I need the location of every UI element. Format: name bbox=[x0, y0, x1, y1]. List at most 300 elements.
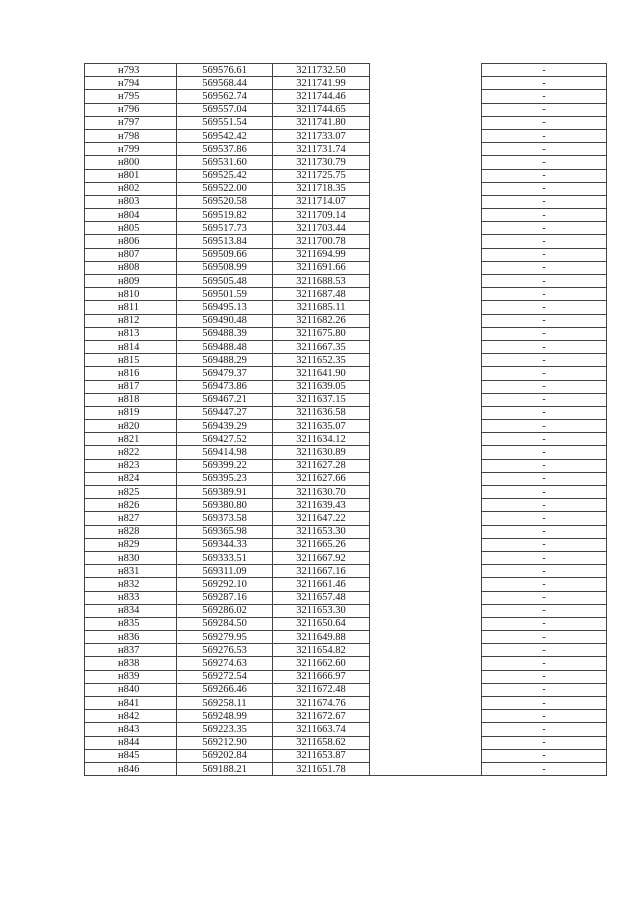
y-coordinate-cell: 3211653.30 bbox=[273, 604, 370, 617]
right-border-cell bbox=[607, 64, 608, 77]
point-id-cell: н829 bbox=[85, 538, 177, 551]
note-cell: - bbox=[482, 551, 607, 564]
point-id-cell: н840 bbox=[85, 683, 177, 696]
table-row bbox=[85, 222, 608, 235]
x-coordinate-cell: 569292.10 bbox=[177, 578, 273, 591]
empty-cell bbox=[370, 446, 482, 459]
y-coordinate-cell: 3211654.82 bbox=[273, 644, 370, 657]
note-cell: - bbox=[482, 169, 607, 182]
y-coordinate-cell: 3211714.07 bbox=[273, 195, 370, 208]
empty-cell bbox=[370, 354, 482, 367]
y-coordinate-cell: 3211636.58 bbox=[273, 406, 370, 419]
right-border-cell bbox=[607, 459, 608, 472]
x-coordinate-cell: 569508.99 bbox=[177, 261, 273, 274]
empty-cell bbox=[370, 195, 482, 208]
table-row bbox=[85, 393, 608, 406]
right-border-cell bbox=[607, 222, 608, 235]
y-coordinate-cell: 3211653.87 bbox=[273, 749, 370, 762]
y-coordinate-cell: 3211741.99 bbox=[273, 77, 370, 90]
point-id-cell: н842 bbox=[85, 710, 177, 723]
note-cell: - bbox=[482, 182, 607, 195]
x-coordinate-cell: 569266.46 bbox=[177, 683, 273, 696]
table-row bbox=[85, 182, 608, 195]
point-id-cell: н822 bbox=[85, 446, 177, 459]
empty-cell bbox=[370, 275, 482, 288]
note-cell: - bbox=[482, 762, 607, 775]
y-coordinate-cell: 3211703.44 bbox=[273, 222, 370, 235]
point-id-cell: н837 bbox=[85, 644, 177, 657]
y-coordinate-cell: 3211694.99 bbox=[273, 248, 370, 261]
coordinates-table bbox=[84, 63, 607, 776]
right-border-cell bbox=[607, 129, 608, 142]
right-border-cell bbox=[607, 578, 608, 591]
right-border-cell bbox=[607, 406, 608, 419]
x-coordinate-cell: 569525.42 bbox=[177, 169, 273, 182]
right-border-cell bbox=[607, 472, 608, 485]
right-border-cell bbox=[607, 314, 608, 327]
empty-cell bbox=[370, 169, 482, 182]
point-id-cell: н794 bbox=[85, 77, 177, 90]
empty-cell bbox=[370, 420, 482, 433]
table-row bbox=[85, 710, 608, 723]
empty-cell bbox=[370, 406, 482, 419]
y-coordinate-cell: 3211744.46 bbox=[273, 90, 370, 103]
empty-cell bbox=[370, 631, 482, 644]
y-coordinate-cell: 3211641.90 bbox=[273, 367, 370, 380]
point-id-cell: н816 bbox=[85, 367, 177, 380]
right-border-cell bbox=[607, 565, 608, 578]
table-row bbox=[85, 261, 608, 274]
x-coordinate-cell: 569284.50 bbox=[177, 617, 273, 630]
right-border-cell bbox=[607, 116, 608, 129]
empty-cell bbox=[370, 762, 482, 775]
empty-cell bbox=[370, 486, 482, 499]
point-id-cell: н801 bbox=[85, 169, 177, 182]
point-id-cell: н813 bbox=[85, 327, 177, 340]
empty-cell bbox=[370, 591, 482, 604]
note-cell: - bbox=[482, 565, 607, 578]
right-border-cell bbox=[607, 354, 608, 367]
x-coordinate-cell: 569557.04 bbox=[177, 103, 273, 116]
point-id-cell: н823 bbox=[85, 459, 177, 472]
empty-cell bbox=[370, 314, 482, 327]
table-row bbox=[85, 327, 608, 340]
right-border-cell bbox=[607, 604, 608, 617]
empty-cell bbox=[370, 459, 482, 472]
right-border-cell bbox=[607, 275, 608, 288]
empty-cell bbox=[370, 64, 482, 77]
table-row bbox=[85, 512, 608, 525]
empty-cell bbox=[370, 261, 482, 274]
note-cell: - bbox=[482, 538, 607, 551]
x-coordinate-cell: 569380.80 bbox=[177, 499, 273, 512]
right-border-cell bbox=[607, 433, 608, 446]
right-border-cell bbox=[607, 512, 608, 525]
right-border-cell bbox=[607, 591, 608, 604]
y-coordinate-cell: 3211639.05 bbox=[273, 380, 370, 393]
note-cell: - bbox=[482, 367, 607, 380]
right-border-cell bbox=[607, 90, 608, 103]
y-coordinate-cell: 3211630.70 bbox=[273, 486, 370, 499]
y-coordinate-cell: 3211647.22 bbox=[273, 512, 370, 525]
table-row bbox=[85, 472, 608, 485]
right-border-cell bbox=[607, 749, 608, 762]
y-coordinate-cell: 3211627.28 bbox=[273, 459, 370, 472]
table-row bbox=[85, 116, 608, 129]
right-border-cell bbox=[607, 169, 608, 182]
empty-cell bbox=[370, 143, 482, 156]
right-border-cell bbox=[607, 393, 608, 406]
point-id-cell: н800 bbox=[85, 156, 177, 169]
right-border-cell bbox=[607, 301, 608, 314]
right-border-cell bbox=[607, 367, 608, 380]
right-border-cell bbox=[607, 143, 608, 156]
empty-cell bbox=[370, 565, 482, 578]
x-coordinate-cell: 569488.29 bbox=[177, 354, 273, 367]
y-coordinate-cell: 3211661.46 bbox=[273, 578, 370, 591]
x-coordinate-cell: 569517.73 bbox=[177, 222, 273, 235]
note-cell: - bbox=[482, 420, 607, 433]
point-id-cell: н841 bbox=[85, 697, 177, 710]
point-id-cell: н825 bbox=[85, 486, 177, 499]
empty-cell bbox=[370, 222, 482, 235]
right-border-cell bbox=[607, 697, 608, 710]
point-id-cell: н824 bbox=[85, 472, 177, 485]
note-cell: - bbox=[482, 380, 607, 393]
empty-cell bbox=[370, 736, 482, 749]
empty-cell bbox=[370, 380, 482, 393]
table-row bbox=[85, 525, 608, 538]
x-coordinate-cell: 569276.53 bbox=[177, 644, 273, 657]
table-row bbox=[85, 248, 608, 261]
point-id-cell: н843 bbox=[85, 723, 177, 736]
y-coordinate-cell: 3211718.35 bbox=[273, 182, 370, 195]
x-coordinate-cell: 569568.44 bbox=[177, 77, 273, 90]
y-coordinate-cell: 3211634.12 bbox=[273, 433, 370, 446]
table-row bbox=[85, 631, 608, 644]
table-row bbox=[85, 446, 608, 459]
y-coordinate-cell: 3211725.75 bbox=[273, 169, 370, 182]
x-coordinate-cell: 569414.98 bbox=[177, 446, 273, 459]
note-cell: - bbox=[482, 77, 607, 90]
x-coordinate-cell: 569439.29 bbox=[177, 420, 273, 433]
right-border-cell bbox=[607, 499, 608, 512]
y-coordinate-cell: 3211663.74 bbox=[273, 723, 370, 736]
table-row bbox=[85, 64, 608, 77]
x-coordinate-cell: 569287.16 bbox=[177, 591, 273, 604]
x-coordinate-cell: 569212.90 bbox=[177, 736, 273, 749]
note-cell: - bbox=[482, 459, 607, 472]
right-border-cell bbox=[607, 340, 608, 353]
point-id-cell: н805 bbox=[85, 222, 177, 235]
empty-cell bbox=[370, 697, 482, 710]
y-coordinate-cell: 3211639.43 bbox=[273, 499, 370, 512]
table-row bbox=[85, 617, 608, 630]
empty-cell bbox=[370, 525, 482, 538]
empty-cell bbox=[370, 723, 482, 736]
right-border-cell bbox=[607, 235, 608, 248]
x-coordinate-cell: 569344.33 bbox=[177, 538, 273, 551]
note-cell: - bbox=[482, 670, 607, 683]
y-coordinate-cell: 3211650.64 bbox=[273, 617, 370, 630]
point-id-cell: н834 bbox=[85, 604, 177, 617]
right-border-cell bbox=[607, 525, 608, 538]
note-cell: - bbox=[482, 314, 607, 327]
note-cell: - bbox=[482, 591, 607, 604]
note-cell: - bbox=[482, 301, 607, 314]
y-coordinate-cell: 3211730.79 bbox=[273, 156, 370, 169]
empty-cell bbox=[370, 209, 482, 222]
x-coordinate-cell: 569311.09 bbox=[177, 565, 273, 578]
x-coordinate-cell: 569488.39 bbox=[177, 327, 273, 340]
right-border-cell bbox=[607, 538, 608, 551]
note-cell: - bbox=[482, 340, 607, 353]
y-coordinate-cell: 3211667.16 bbox=[273, 565, 370, 578]
point-id-cell: н799 bbox=[85, 143, 177, 156]
table-row bbox=[85, 736, 608, 749]
x-coordinate-cell: 569522.00 bbox=[177, 182, 273, 195]
empty-cell bbox=[370, 749, 482, 762]
note-cell: - bbox=[482, 736, 607, 749]
table-body bbox=[85, 64, 608, 776]
empty-cell bbox=[370, 90, 482, 103]
note-cell: - bbox=[482, 90, 607, 103]
x-coordinate-cell: 569248.99 bbox=[177, 710, 273, 723]
y-coordinate-cell: 3211658.62 bbox=[273, 736, 370, 749]
empty-cell bbox=[370, 340, 482, 353]
y-coordinate-cell: 3211667.35 bbox=[273, 340, 370, 353]
note-cell: - bbox=[482, 195, 607, 208]
table-row bbox=[85, 169, 608, 182]
x-coordinate-cell: 569501.59 bbox=[177, 288, 273, 301]
empty-cell bbox=[370, 235, 482, 248]
table-row bbox=[85, 143, 608, 156]
right-border-cell bbox=[607, 446, 608, 459]
y-coordinate-cell: 3211700.78 bbox=[273, 235, 370, 248]
point-id-cell: н806 bbox=[85, 235, 177, 248]
right-border-cell bbox=[607, 156, 608, 169]
table-row bbox=[85, 340, 608, 353]
point-id-cell: н818 bbox=[85, 393, 177, 406]
empty-cell bbox=[370, 670, 482, 683]
point-id-cell: н797 bbox=[85, 116, 177, 129]
empty-cell bbox=[370, 77, 482, 90]
table-row bbox=[85, 433, 608, 446]
point-id-cell: н826 bbox=[85, 499, 177, 512]
point-id-cell: н831 bbox=[85, 565, 177, 578]
y-coordinate-cell: 3211688.53 bbox=[273, 275, 370, 288]
y-coordinate-cell: 3211667.92 bbox=[273, 551, 370, 564]
table-row bbox=[85, 314, 608, 327]
point-id-cell: н810 bbox=[85, 288, 177, 301]
right-border-cell bbox=[607, 77, 608, 90]
empty-cell bbox=[370, 116, 482, 129]
x-coordinate-cell: 569223.35 bbox=[177, 723, 273, 736]
y-coordinate-cell: 3211731.74 bbox=[273, 143, 370, 156]
table-row bbox=[85, 367, 608, 380]
note-cell: - bbox=[482, 103, 607, 116]
x-coordinate-cell: 569286.02 bbox=[177, 604, 273, 617]
note-cell: - bbox=[482, 657, 607, 670]
empty-cell bbox=[370, 710, 482, 723]
x-coordinate-cell: 569531.60 bbox=[177, 156, 273, 169]
y-coordinate-cell: 3211691.66 bbox=[273, 261, 370, 274]
y-coordinate-cell: 3211744.65 bbox=[273, 103, 370, 116]
x-coordinate-cell: 569467.21 bbox=[177, 393, 273, 406]
empty-cell bbox=[370, 683, 482, 696]
note-cell: - bbox=[482, 697, 607, 710]
point-id-cell: н804 bbox=[85, 209, 177, 222]
point-id-cell: н819 bbox=[85, 406, 177, 419]
note-cell: - bbox=[482, 617, 607, 630]
point-id-cell: н798 bbox=[85, 129, 177, 142]
right-border-cell bbox=[607, 617, 608, 630]
point-id-cell: н830 bbox=[85, 551, 177, 564]
right-border-cell bbox=[607, 209, 608, 222]
point-id-cell: н839 bbox=[85, 670, 177, 683]
right-border-cell bbox=[607, 683, 608, 696]
empty-cell bbox=[370, 103, 482, 116]
x-coordinate-cell: 569542.42 bbox=[177, 129, 273, 142]
note-cell: - bbox=[482, 64, 607, 77]
table-row bbox=[85, 499, 608, 512]
y-coordinate-cell: 3211672.67 bbox=[273, 710, 370, 723]
note-cell: - bbox=[482, 235, 607, 248]
table-row bbox=[85, 301, 608, 314]
note-cell: - bbox=[482, 578, 607, 591]
note-cell: - bbox=[482, 631, 607, 644]
table-row bbox=[85, 275, 608, 288]
x-coordinate-cell: 569490.48 bbox=[177, 314, 273, 327]
right-border-cell bbox=[607, 723, 608, 736]
empty-cell bbox=[370, 604, 482, 617]
note-cell: - bbox=[482, 288, 607, 301]
right-border-cell bbox=[607, 551, 608, 564]
y-coordinate-cell: 3211665.26 bbox=[273, 538, 370, 551]
note-cell: - bbox=[482, 275, 607, 288]
note-cell: - bbox=[482, 525, 607, 538]
right-border-cell bbox=[607, 248, 608, 261]
note-cell: - bbox=[482, 261, 607, 274]
y-coordinate-cell: 3211685.11 bbox=[273, 301, 370, 314]
table-row bbox=[85, 644, 608, 657]
point-id-cell: н803 bbox=[85, 195, 177, 208]
note-cell: - bbox=[482, 749, 607, 762]
y-coordinate-cell: 3211649.88 bbox=[273, 631, 370, 644]
empty-cell bbox=[370, 433, 482, 446]
point-id-cell: н815 bbox=[85, 354, 177, 367]
y-coordinate-cell: 3211741.80 bbox=[273, 116, 370, 129]
y-coordinate-cell: 3211657.48 bbox=[273, 591, 370, 604]
empty-cell bbox=[370, 248, 482, 261]
point-id-cell: н845 bbox=[85, 749, 177, 762]
note-cell: - bbox=[482, 512, 607, 525]
table-row bbox=[85, 288, 608, 301]
table-row bbox=[85, 209, 608, 222]
right-border-cell bbox=[607, 182, 608, 195]
note-cell: - bbox=[482, 248, 607, 261]
empty-cell bbox=[370, 156, 482, 169]
empty-cell bbox=[370, 367, 482, 380]
point-id-cell: н817 bbox=[85, 380, 177, 393]
empty-cell bbox=[370, 512, 482, 525]
point-id-cell: н812 bbox=[85, 314, 177, 327]
right-border-cell bbox=[607, 288, 608, 301]
empty-cell bbox=[370, 288, 482, 301]
table-row bbox=[85, 380, 608, 393]
empty-cell bbox=[370, 301, 482, 314]
y-coordinate-cell: 3211733.07 bbox=[273, 129, 370, 142]
x-coordinate-cell: 569279.95 bbox=[177, 631, 273, 644]
table-row bbox=[85, 459, 608, 472]
y-coordinate-cell: 3211675.80 bbox=[273, 327, 370, 340]
point-id-cell: н836 bbox=[85, 631, 177, 644]
x-coordinate-cell: 569274.63 bbox=[177, 657, 273, 670]
note-cell: - bbox=[482, 499, 607, 512]
empty-cell bbox=[370, 327, 482, 340]
y-coordinate-cell: 3211652.35 bbox=[273, 354, 370, 367]
table-row bbox=[85, 565, 608, 578]
table-row bbox=[85, 657, 608, 670]
note-cell: - bbox=[482, 143, 607, 156]
empty-cell bbox=[370, 578, 482, 591]
note-cell: - bbox=[482, 222, 607, 235]
point-id-cell: н835 bbox=[85, 617, 177, 630]
note-cell: - bbox=[482, 710, 607, 723]
empty-cell bbox=[370, 182, 482, 195]
x-coordinate-cell: 569373.58 bbox=[177, 512, 273, 525]
note-cell: - bbox=[482, 486, 607, 499]
point-id-cell: н814 bbox=[85, 340, 177, 353]
x-coordinate-cell: 569505.48 bbox=[177, 275, 273, 288]
y-coordinate-cell: 3211732.50 bbox=[273, 64, 370, 77]
x-coordinate-cell: 569576.61 bbox=[177, 64, 273, 77]
x-coordinate-cell: 569551.54 bbox=[177, 116, 273, 129]
x-coordinate-cell: 569479.37 bbox=[177, 367, 273, 380]
point-id-cell: н795 bbox=[85, 90, 177, 103]
note-cell: - bbox=[482, 327, 607, 340]
point-id-cell: н833 bbox=[85, 591, 177, 604]
point-id-cell: н809 bbox=[85, 275, 177, 288]
right-border-cell bbox=[607, 327, 608, 340]
x-coordinate-cell: 569333.51 bbox=[177, 551, 273, 564]
x-coordinate-cell: 569473.86 bbox=[177, 380, 273, 393]
x-coordinate-cell: 569495.13 bbox=[177, 301, 273, 314]
table-row bbox=[85, 749, 608, 762]
note-cell: - bbox=[482, 472, 607, 485]
empty-cell bbox=[370, 499, 482, 512]
y-coordinate-cell: 3211662.60 bbox=[273, 657, 370, 670]
x-coordinate-cell: 569365.98 bbox=[177, 525, 273, 538]
table-row bbox=[85, 723, 608, 736]
note-cell: - bbox=[482, 354, 607, 367]
point-id-cell: н811 bbox=[85, 301, 177, 314]
table-row bbox=[85, 129, 608, 142]
empty-cell bbox=[370, 657, 482, 670]
right-border-cell bbox=[607, 670, 608, 683]
point-id-cell: н838 bbox=[85, 657, 177, 670]
note-cell: - bbox=[482, 209, 607, 222]
note-cell: - bbox=[482, 393, 607, 406]
point-id-cell: н820 bbox=[85, 420, 177, 433]
y-coordinate-cell: 3211653.30 bbox=[273, 525, 370, 538]
note-cell: - bbox=[482, 433, 607, 446]
x-coordinate-cell: 569272.54 bbox=[177, 670, 273, 683]
table-row bbox=[85, 354, 608, 367]
empty-cell bbox=[370, 551, 482, 564]
x-coordinate-cell: 569202.84 bbox=[177, 749, 273, 762]
point-id-cell: н846 bbox=[85, 762, 177, 775]
